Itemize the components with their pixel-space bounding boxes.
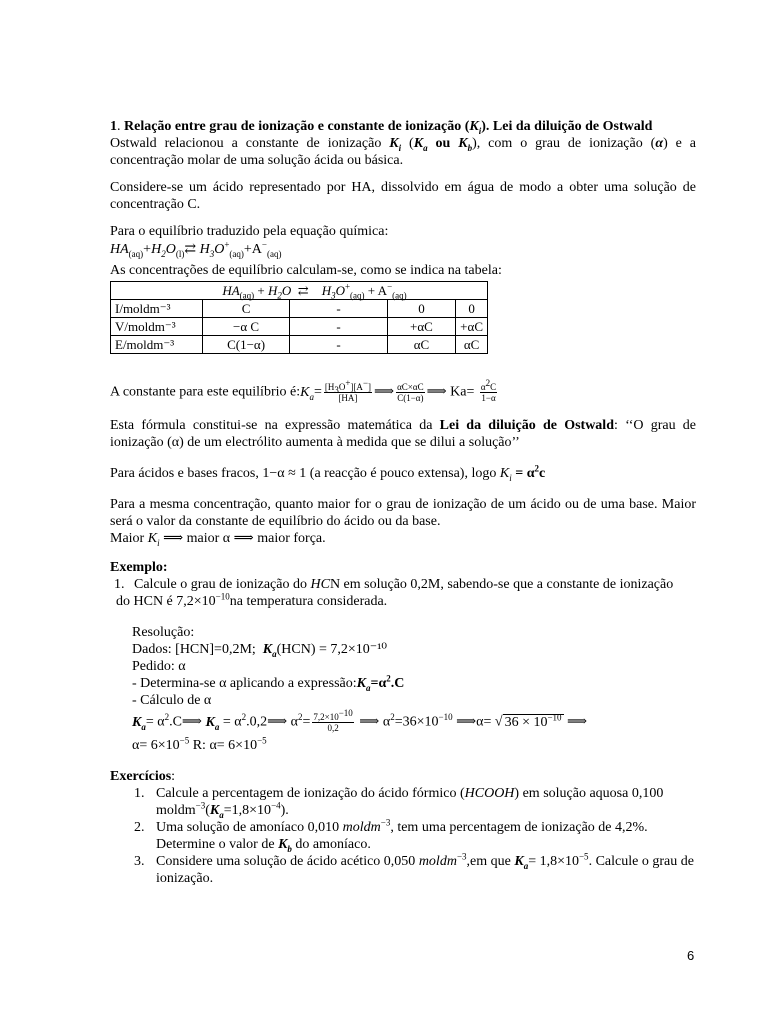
paragraph-ostwald: Ostwald relacionou a constante de ionização $K_i$ ($K_a$ ou $K_b$), com o grau de ionização (α) e a concentração molar de uma solução ácida ou básica. — [110, 136, 697, 168]
list-item: 3. Considere uma solução de ácido acético 0,050 moldm$^{-3}$,em que $K_a= 1,8\times 10^{-5}$. Calcule o grau de ionização. — [134, 851, 694, 886]
table-header-row — [111, 282, 488, 300]
paragraph-concentrations: As concentrações de equilíbrio calculam-se, como se indica na tabela: — [110, 263, 502, 278]
example-item-continuation: do HCN é $7,2\times 10^{-10}na$ temperatura considerada. — [116, 591, 388, 609]
resolution-calc-title: - Cálculo de α — [132, 693, 212, 708]
exercises-title: Exercícios: — [110, 769, 176, 784]
resolution-expression: - Determina-se α aplicando a $expressão:K_a=\alpha^2.C$ — [132, 673, 405, 693]
paragraph-acid-ha: Considere-se um ácido representado por HA, dissolvido em água de modo a obter uma solução de concentração C. — [110, 180, 696, 212]
paragraph-ostwald-law: Esta fórmula constitui-se na expressão matemática da Lei da diluição de Ostwald: ‘‘O grau de ionização (α) de um electrólito aumenta à medida que se dilui a solução’’ — [110, 418, 697, 450]
table-row: V/moldm⁻³ −α C - +αC +αC — [111, 318, 488, 336]
paragraph-weak-acids: Para ácidos e bases fracos, 1−α ≈ 1 (a reacção é pouco extensa), logo $K_i = \alpha^2c$ — [110, 463, 546, 483]
concentration-table — [110, 281, 488, 354]
resolution-data: Dados: [HCN]=0,2M; $K_a(HCN) = 7,2\times 10^{-10}$ — [132, 642, 387, 659]
exercises-list — [110, 785, 696, 887]
paragraph-strength: Para a mesma concentração, quanto maior for o grau de ionização de um ácido ou de uma base. Maior será o valor da constante de equilíbrio do ácido ou da base. — [110, 497, 696, 529]
list-item: 1. Calcule o grau de ionização do HCN em solução 0,2M, sabendo-se que a constante de ionização — [114, 577, 674, 592]
strength-relation: Maior $K_i$ ⟹ maior α ⟹ maior força. — [110, 531, 326, 548]
resolution-asked: Pedido: α — [132, 659, 186, 674]
table-header-equation: $HA_{(aq)} + H_2O$ ⇄ $H_3O^+_{(aq)} + A^-_{(aq)}$ — [202, 282, 487, 300]
example-list — [110, 576, 696, 593]
resolution-result: $\alpha= 6\times 10^{-5}$ R: $\alpha= 6\times 10^{-5}$ — [132, 735, 267, 753]
chemical-equation: $HA_{(aq)}+H_2O_{(l)}⇄$ $H_3O^+_{(aq)}+A^-_{(aq)}$ — [110, 239, 282, 259]
list-item: 2. Uma solução de amoníaco 0,010 moldm$^{-3}$, tem uma percentagem de ionização de 4,2%. Determine o valor de $K_b$ do amoníaco. — [134, 817, 648, 854]
document-page — [110, 118, 696, 887]
resolution-calculation: $K_a=$ $\alpha^2.C⟹$ $K_a$ = $\alpha^2.0,2⟹$ $\alpha^2=$ $\frac{7,2\times 10^{-10}}{0,2}$ ⟹ $\alpha^2=36\times 10^{-10}$ ⟹α= √ $36 \times 10^{-10}$ ⟹ — [132, 708, 588, 733]
table-row: I/moldm⁻³ C - 0 0 — [111, 300, 488, 318]
example-title: Exemplo: — [110, 560, 168, 575]
resolution-title: Resolução: — [132, 625, 195, 640]
table-row: E/moldm⁻³ C(1−α) - αC αC — [111, 336, 488, 354]
section-title: 1. Relação entre grau de ionização e constante de ionização $(K_i)$. Lei da diluição de Ostwald — [110, 119, 653, 136]
example-resolution — [132, 624, 696, 754]
paragraph-equilibrium: Para o equilíbrio traduzido pela equação química: — [110, 224, 389, 239]
list-item: 1. Calcule a percentagem de ionização do ácido fórmico (HCOOH) em solução aquosa 0,100 $moldm^{-3}(K_a=1,8\times 10^{-4})$. — [134, 786, 664, 820]
equilibrium-constant-formula: A constante para este equilíbrio $é:K_a=$ $\frac{[H_3O^+][A^-]}{[HA]}$ ⟹ $\frac{\alpha C\times\alpha C}{C(1-\alpha)}$ ⟹ Ka= $\frac{\alpha^2C}{1-\alpha}$ — [110, 378, 497, 403]
page-number: 6 — [687, 948, 695, 963]
